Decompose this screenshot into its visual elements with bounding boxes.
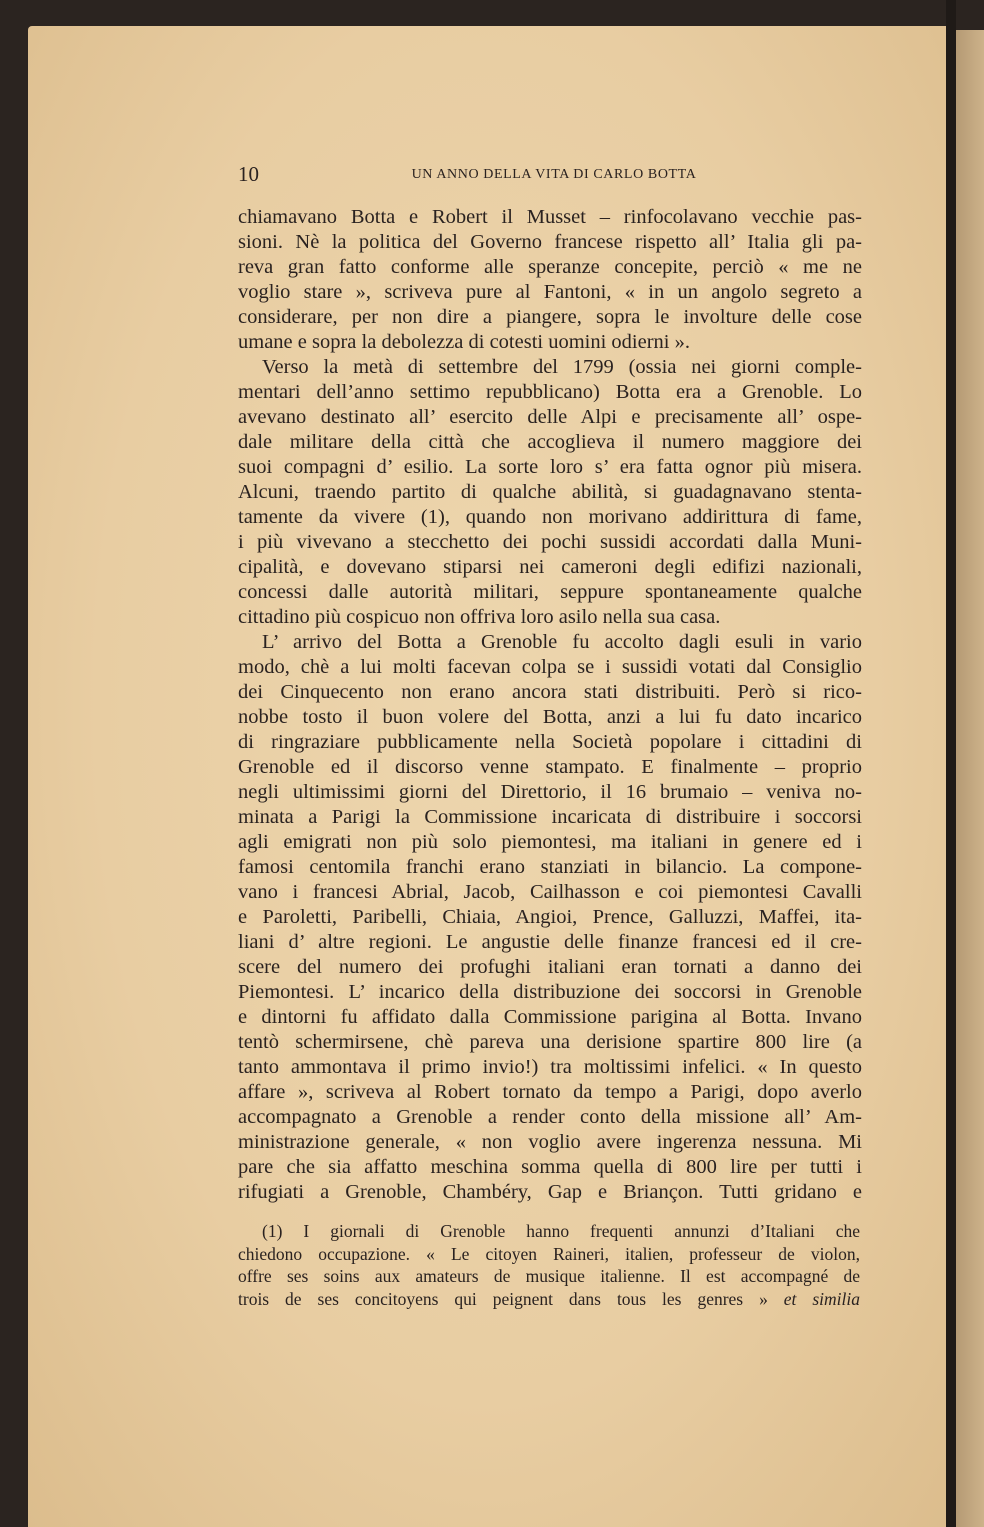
text-line: tanto ammontava il primo invio!) tra moltissimi infelici. « In questo: [238, 1056, 862, 1078]
text-line: dei Cinquecento non erano ancora stati distribuiti. Però si rico-: [238, 681, 862, 703]
footnote-line: (1) I giornali di Grenoble hanno frequenti annunzi d’Italiani che: [262, 1221, 860, 1241]
page-header: [238, 162, 862, 188]
page-number: 10: [238, 162, 259, 186]
text-line: famosi centomila franchi erano stanziati in bilancio. La compone-: [238, 856, 862, 878]
text-line: Piemontesi. L’ incarico della distribuzione dei soccorsi in Grenoble: [238, 981, 862, 1003]
text-line: cittadino più cospicuo non offriva loro asilo nella sua casa.: [238, 606, 721, 628]
footnote-line: [238, 1288, 860, 1311]
adjacent-page-edge: [956, 30, 984, 1527]
text-line: Grenoble ed il discorso venne stampato. E finalmente – proprio: [238, 756, 862, 778]
text-line: affare », scriveva al Robert tornato da tempo a Parigi, dopo averlo: [238, 1081, 862, 1103]
footnote-line: chiedono occupazione. « Le citoyen Raineri, italien, professeur de violon,: [238, 1243, 860, 1264]
text-line: minata a Parigi la Commissione incaricata di distribuire i soccorsi: [238, 806, 862, 828]
text-line: rifugiati a Grenoble, Chambéry, Gap e Briançon. Tutti gridano e: [238, 1181, 862, 1203]
text-line: reva gran fatto conforme alle speranze concepite, perciò « me ne: [238, 256, 862, 278]
text-line: avevano destinato all’ esercito delle Alpi e precisamente all’ ospe-: [238, 406, 862, 428]
text-line: umane e sopra la debolezza di cotesti uomini odierni ».: [238, 331, 690, 353]
text-line: sioni. Nè la politica del Governo francese rispetto all’ Italia gli pa-: [238, 231, 862, 253]
text-line: L’ arrivo del Botta a Grenoble fu accolto dagli esuli in vario: [262, 631, 862, 653]
footnote-line: offre ses soins aux amateurs de musique italienne. Il est accompagné de: [238, 1266, 860, 1287]
text-line: cipalità, e dovevano stiparsi nei cameroni degli edifizi nazionali,: [238, 556, 862, 578]
text-line: e Paroletti, Paribelli, Chiaia, Angioi, Prence, Galluzzi, Maffei, ita-: [238, 906, 862, 928]
text-line: considerare, per non dire a piangere, sopra le involture delle cose: [238, 306, 862, 328]
text-line: accompagnato a Grenoble a render conto della missione all’ Am-: [238, 1106, 862, 1128]
footnote: [238, 1220, 860, 1310]
text-line: negli ultimissimi giorni del Direttorio, il 16 brumaio – veniva no-: [238, 781, 862, 803]
text-line: di ringraziare pubblicamente nella Società popolare i cittadini di: [238, 731, 862, 753]
text-line: Verso la metà di settembre del 1799 (ossia nei giorni comple-: [262, 356, 862, 378]
footnote-text: trois de ses concitoyens qui peignent dans tous les genres »: [238, 1288, 768, 1309]
text-line: i più vivevano a stecchetto dei pochi sussidi accordati dalla Muni-: [238, 531, 862, 553]
text-line: pare che sia affatto meschina somma quella di 800 lire per tutti i: [238, 1156, 862, 1178]
text-line: tamente da vivere (1), quando non morivano addirittura di fame,: [238, 506, 862, 528]
body-text: [238, 205, 862, 1205]
text-line: suoi compagni d’ esilio. La sorte loro s’ era fatta ognor più misera.: [238, 456, 862, 478]
text-line: agli emigrati non più solo piemontesi, ma italiani in genere ed i: [238, 831, 862, 853]
text-line: tentò schermirsene, chè pareva una derisione spartire 800 lire (a: [238, 1031, 862, 1053]
text-line: nobbe tosto il buon volere del Botta, anzi a lui fu dato incarico: [238, 706, 862, 728]
text-line: modo, chè a lui molti facevan colpa se i sussidi votati dal Consiglio: [238, 656, 862, 678]
text-line: ministrazione generale, « non voglio avere ingerenza nessuna. Mi: [238, 1131, 862, 1153]
text-line: scere del numero dei profughi italiani eran tornati a danno dei: [238, 956, 862, 978]
running-title: UN ANNO DELLA VITA DI CARLO BOTTA: [411, 167, 697, 182]
text-line: vano i francesi Abrial, Jacob, Cailhasson e coi piemontesi Cavalli: [238, 881, 862, 903]
text-line: dale militare della città che accoglieva il numero maggiore dei: [238, 431, 862, 453]
text-line: liani d’ altre regioni. Le angustie delle finanze francesi ed il cre-: [238, 931, 862, 953]
text-line: e dintorni fu affidato dalla Commissione parigina al Botta. Invano: [238, 1006, 862, 1028]
text-line: voglio stare », scriveva pure al Fantoni, « in un angolo segreto a: [238, 281, 862, 303]
text-line: chiamavano Botta e Robert il Musset – rinfocolavano vecchie pas-: [238, 206, 862, 228]
text-line: concessi dalle autorità militari, seppure spontaneamente qualche: [238, 581, 862, 603]
page-gutter: [946, 0, 956, 1527]
text-line: Alcuni, traendo partito di qualche abilità, si guadagnavano stenta-: [238, 481, 862, 503]
footnote-italic: et similia: [783, 1288, 861, 1309]
text-line: mentari dell’anno settimo repubblicano) Botta era a Grenoble. Lo: [238, 381, 862, 403]
